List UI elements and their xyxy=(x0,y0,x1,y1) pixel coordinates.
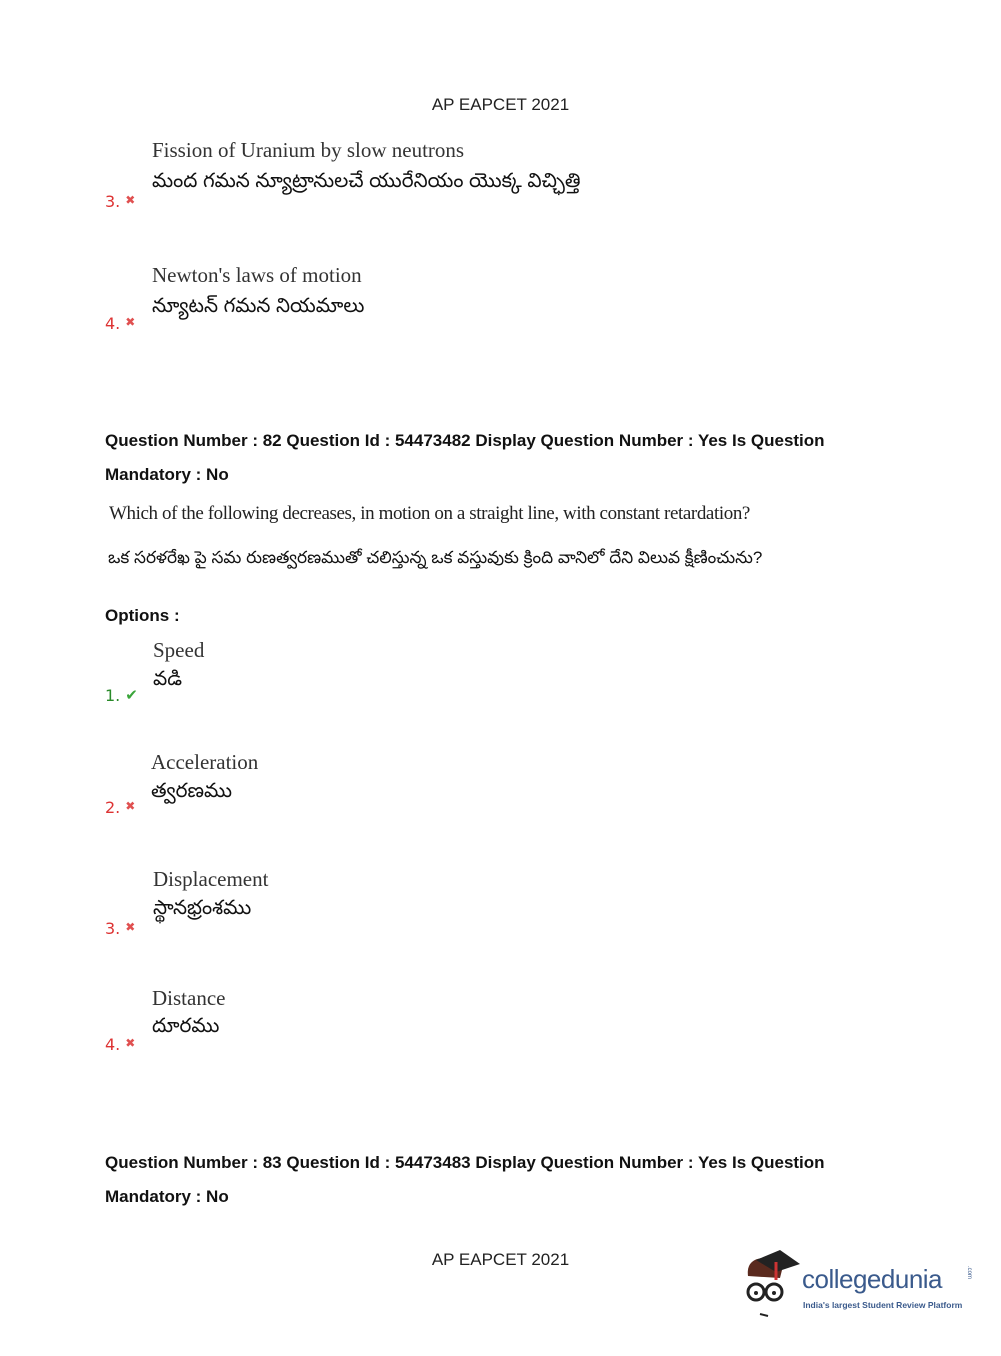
option-4-english: Distance xyxy=(152,986,226,1010)
page-header: AP EAPCET 2021 xyxy=(431,95,570,114)
cross-icon: ✖ xyxy=(125,1036,136,1050)
cross-icon: ✖ xyxy=(125,193,136,207)
question-83-meta: Question Number : 83 Question Id : 54473483 Display Question Number : Yes Is Question xyxy=(105,1153,825,1172)
option-4-telugu: దూరము xyxy=(152,1015,220,1037)
option-3-number xyxy=(105,919,135,938)
check-icon: ✔ xyxy=(125,686,138,704)
mascot-icon xyxy=(740,1248,802,1318)
option-number: 3. xyxy=(105,919,121,938)
option-4-number xyxy=(105,314,135,333)
options-label: Options : xyxy=(105,606,180,625)
option-4-telugu: న్యూటన్ గమన నియమాలు xyxy=(152,295,365,317)
option-1-telugu: వడి xyxy=(153,668,183,690)
logo-name: collegedunia xyxy=(802,1264,943,1294)
option-3-number xyxy=(105,192,135,211)
option-3-telugu: స్థానభ్రంశము xyxy=(153,897,252,919)
option-2-telugu: త్వరణము xyxy=(151,780,233,802)
option-number: 1. xyxy=(105,686,121,705)
cross-icon: ✖ xyxy=(125,920,136,934)
option-number: 4. xyxy=(105,1035,121,1054)
question-82-meta: Question Number : 82 Question Id : 54473482 Display Question Number : Yes Is Question xyxy=(105,431,825,450)
option-number: 2. xyxy=(105,798,121,817)
option-2-english: Acceleration xyxy=(151,750,259,774)
logo-suffix: .com xyxy=(966,1266,972,1280)
question-text-english: Which of the following decreases, in motion on a straight line, with constant retardation? xyxy=(109,503,750,524)
option-3-english: Displacement xyxy=(153,867,269,891)
collegedunia-logo xyxy=(740,1248,980,1320)
option-1-english: Speed xyxy=(153,638,205,662)
option-2-number xyxy=(105,798,135,817)
cross-icon: ✖ xyxy=(125,315,136,329)
question-83-mandatory: Mandatory : No xyxy=(105,1187,229,1206)
cross-icon: ✖ xyxy=(125,799,136,813)
option-3-english: Fission of Uranium by slow neutrons xyxy=(152,138,465,162)
page-footer: AP EAPCET 2021 xyxy=(431,1250,570,1269)
option-4-english: Newton's laws of motion xyxy=(152,263,362,287)
question-82-mandatory: Mandatory : No xyxy=(105,465,229,484)
option-3-telugu: మంద గమన న్యూట్రానులచే యురేనియం యొక్క విచ్ఛిత్తి xyxy=(152,170,581,192)
logo-tagline: India's largest Student Review Platform xyxy=(803,1300,963,1310)
question-text-telugu: ఒక సరళరేఖ పై సమ రుణత్వరణముతో చలిస్తున్న ఒక వస్తువుకు క్రింది వానిలో దేని విలువ క్షీణించును? xyxy=(108,548,763,567)
option-number: 4. xyxy=(105,314,121,333)
option-4-number xyxy=(105,1035,135,1054)
option-1-number xyxy=(105,686,138,705)
option-number: 3. xyxy=(105,192,121,211)
